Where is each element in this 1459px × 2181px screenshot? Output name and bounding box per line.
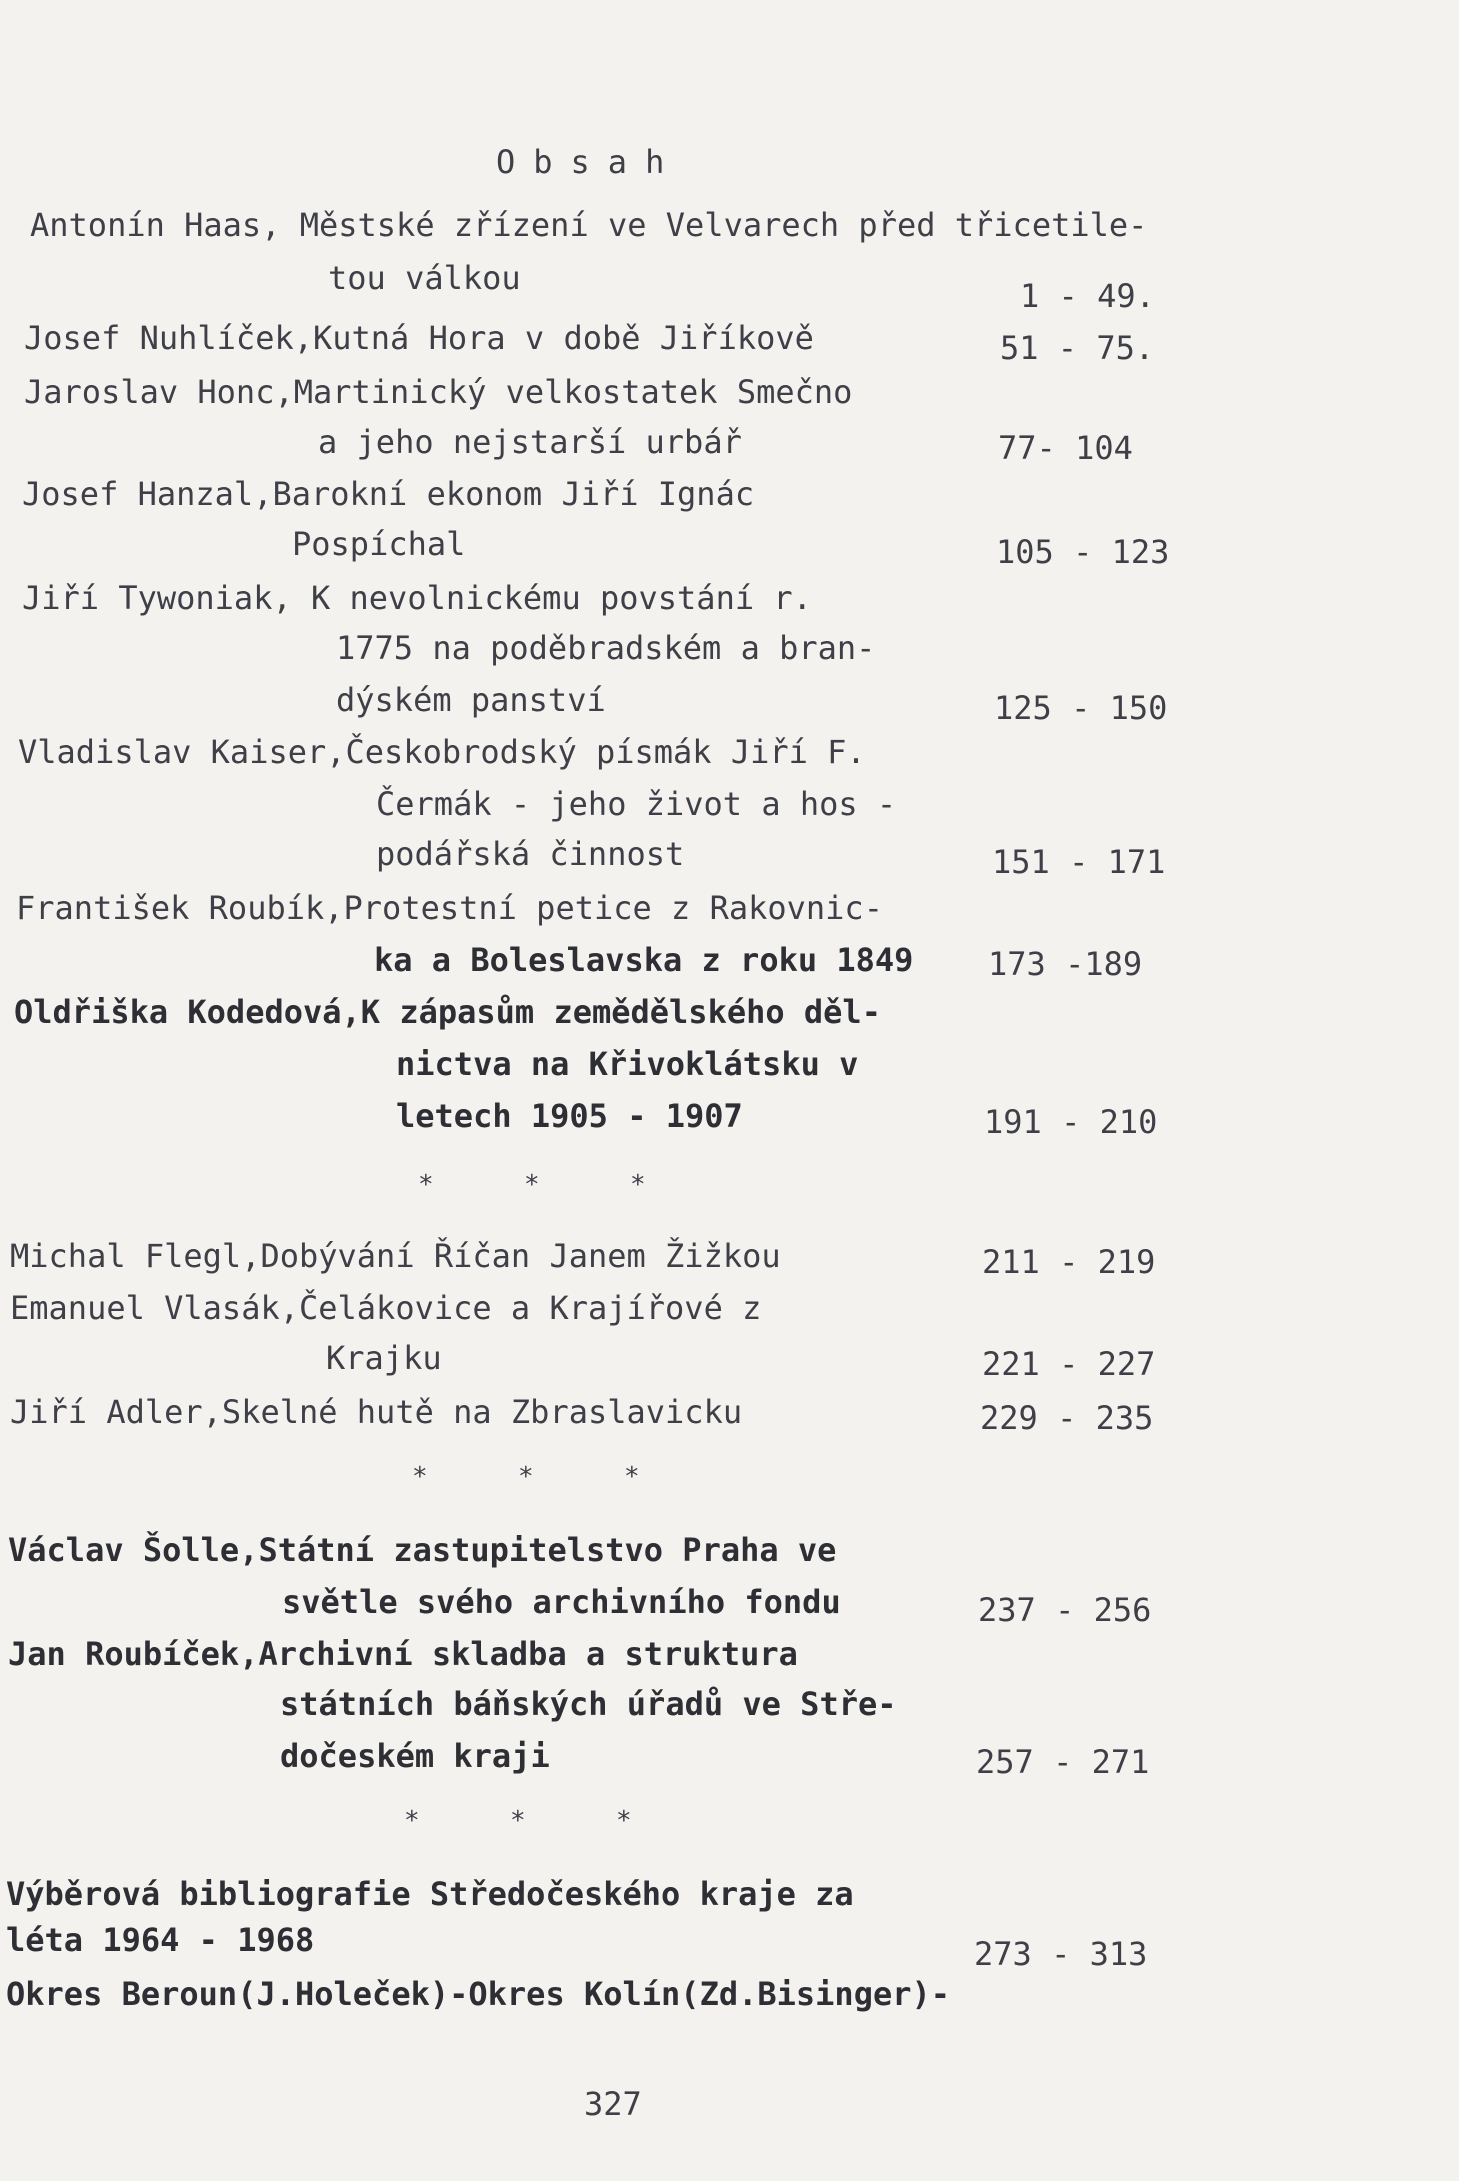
entry-pages: 191 - 210: [984, 1103, 1158, 1141]
entry-line: Michal Flegl,Dobývání Říčan Janem Žižkou: [10, 1237, 781, 1275]
entry-line: Oldřiška Kodedová,K zápasům zemědělského děl-: [14, 993, 881, 1031]
entry-pages: 151 - 171: [992, 843, 1166, 881]
entry-line: Antonín Haas, Městské zřízení ve Velvarech před třicetile-: [30, 206, 1148, 244]
entry-pages: 237 - 256: [978, 1591, 1152, 1629]
entry-line: Jaroslav Honc,Martinický velkostatek Smečno: [24, 373, 853, 411]
entry-pages: 51 - 75.: [1000, 329, 1155, 367]
entry-pages: 221 - 227: [982, 1345, 1156, 1383]
entry-pages: 125 - 150: [994, 689, 1168, 727]
page-title: Obsah: [496, 143, 683, 181]
entry-line: Jiří Adler,Skelné hutě na Zbraslavicku: [10, 1393, 743, 1431]
entry-line: státních báňských úřadů ve Stře-: [280, 1685, 897, 1723]
entry-line: dýském panství: [336, 681, 606, 719]
entry-pages: 1 - 49.: [1020, 277, 1155, 315]
entry-line: světle svého archivního fondu: [282, 1583, 841, 1621]
page-number: 327: [584, 2085, 642, 2123]
entry-line: léta 1964 - 1968: [6, 1921, 315, 1959]
entry-line: Josef Hanzal,Barokní ekonom Jiří Ignác: [22, 475, 755, 513]
entry-line: František Roubík,Protestní petice z Rakovnic-: [16, 889, 883, 927]
entry-line: letech 1905 - 1907: [396, 1097, 743, 1135]
entry-pages: 229 - 235: [980, 1399, 1154, 1437]
entry-pages: 273 - 313: [974, 1935, 1148, 1973]
entry-pages: 211 - 219: [982, 1243, 1156, 1281]
entry-line: Jan Roubíček,Archivní skladba a struktura: [8, 1635, 798, 1673]
entry-pages: 77- 104: [998, 429, 1133, 467]
entry-line: Čermák - jeho život a hos -: [376, 785, 897, 823]
entry-line: tou válkou: [328, 259, 521, 297]
entry-line: Krajku: [326, 1339, 442, 1377]
entry-line: Okres Beroun(J.Holeček)-Okres Kolín(Zd.Bisinger)-: [6, 1975, 951, 2013]
entry-line: dočeském kraji: [280, 1737, 550, 1775]
entry-line: podářská činnost: [376, 835, 685, 873]
entry-line: Jiří Tywoniak, K nevolnickému povstání r.: [22, 579, 812, 617]
entry-line: Václav Šolle,Státní zastupitelstvo Praha ve: [8, 1531, 837, 1569]
entry-line: a jeho nejstarší urbář: [318, 423, 742, 461]
entry-pages: 257 - 271: [976, 1743, 1150, 1781]
entry-line: 1775 na poděbradském a bran-: [336, 629, 876, 667]
entry-line: Josef Nuhlíček,Kutná Hora v době Jiříkově: [24, 319, 814, 357]
entry-line: Emanuel Vlasák,Čelákovice a Krajířové z: [10, 1289, 762, 1327]
entry-line: ka a Boleslavska z roku 1849: [374, 941, 914, 979]
document-page: Obsah Antonín Haas, Městské zřízení ve Velvarech před třicetile- tou válkou 1 - 49. Josef Nuhlíček,Kutná Hora v době Jiříkově 51 - 75. Jaroslav Honc,Martinický velkostatek Smečno a jeho nejstarší urbář 77- 104 Josef Hanzal,Barokní ekonom Jiří Ignác Pospíchal 105 - 123 Jiří Tywoniak, K nevolnickému povstání r. 1775 na poděbradském a bran- dýském panství 125 - 150 Vladislav Kaiser,Českobrodský písmák Jiří F. Čermák - jeho život a hos - podářská činnost 151 - 171 František Roubík,Protestní petice z Rakovnic- ka a Boleslavska z roku 1849 173 -189 Oldřiška Kodedová,K zápasům zemědělského děl- nictva na Křivoklátsku v letech 1905 - 1907 191 - 210 * * * Michal Flegl,Dobývání Říčan Janem Žižkou 211 - 219 Emanuel Vlasák,Čelákovice a Krajířové z Krajku 221 - 227 Jiří Adler,Skelné hutě na Zbraslavicku 229 - 235 * * * Václav Šolle,Státní zastupitelstvo Praha ve světle svého archivního fondu 237 - 256 Jan Roubíček,Archivní skladba a struktura státních báňských úřadů ve Stře- dočeském kraji 257 - 271 * * * Výběrová bibliografie Středočeského kraje za léta 1964 - 1968 273 - 313 Okres Beroun(J.Holeček)-Okres Kolín(Zd.Bisinger)- 327: [6, 143, 1170, 2123]
entry-pages: 105 - 123: [996, 533, 1170, 571]
entry-line: Výběrová bibliografie Středočeského kraje za: [6, 1875, 854, 1913]
entry-line: Vladislav Kaiser,Českobrodský písmák Jiří F.: [18, 733, 866, 771]
entry-pages: 173 -189: [988, 945, 1143, 983]
entry-line: nictva na Křivoklátsku v: [396, 1045, 859, 1083]
entry-line: Pospíchal: [292, 525, 466, 563]
